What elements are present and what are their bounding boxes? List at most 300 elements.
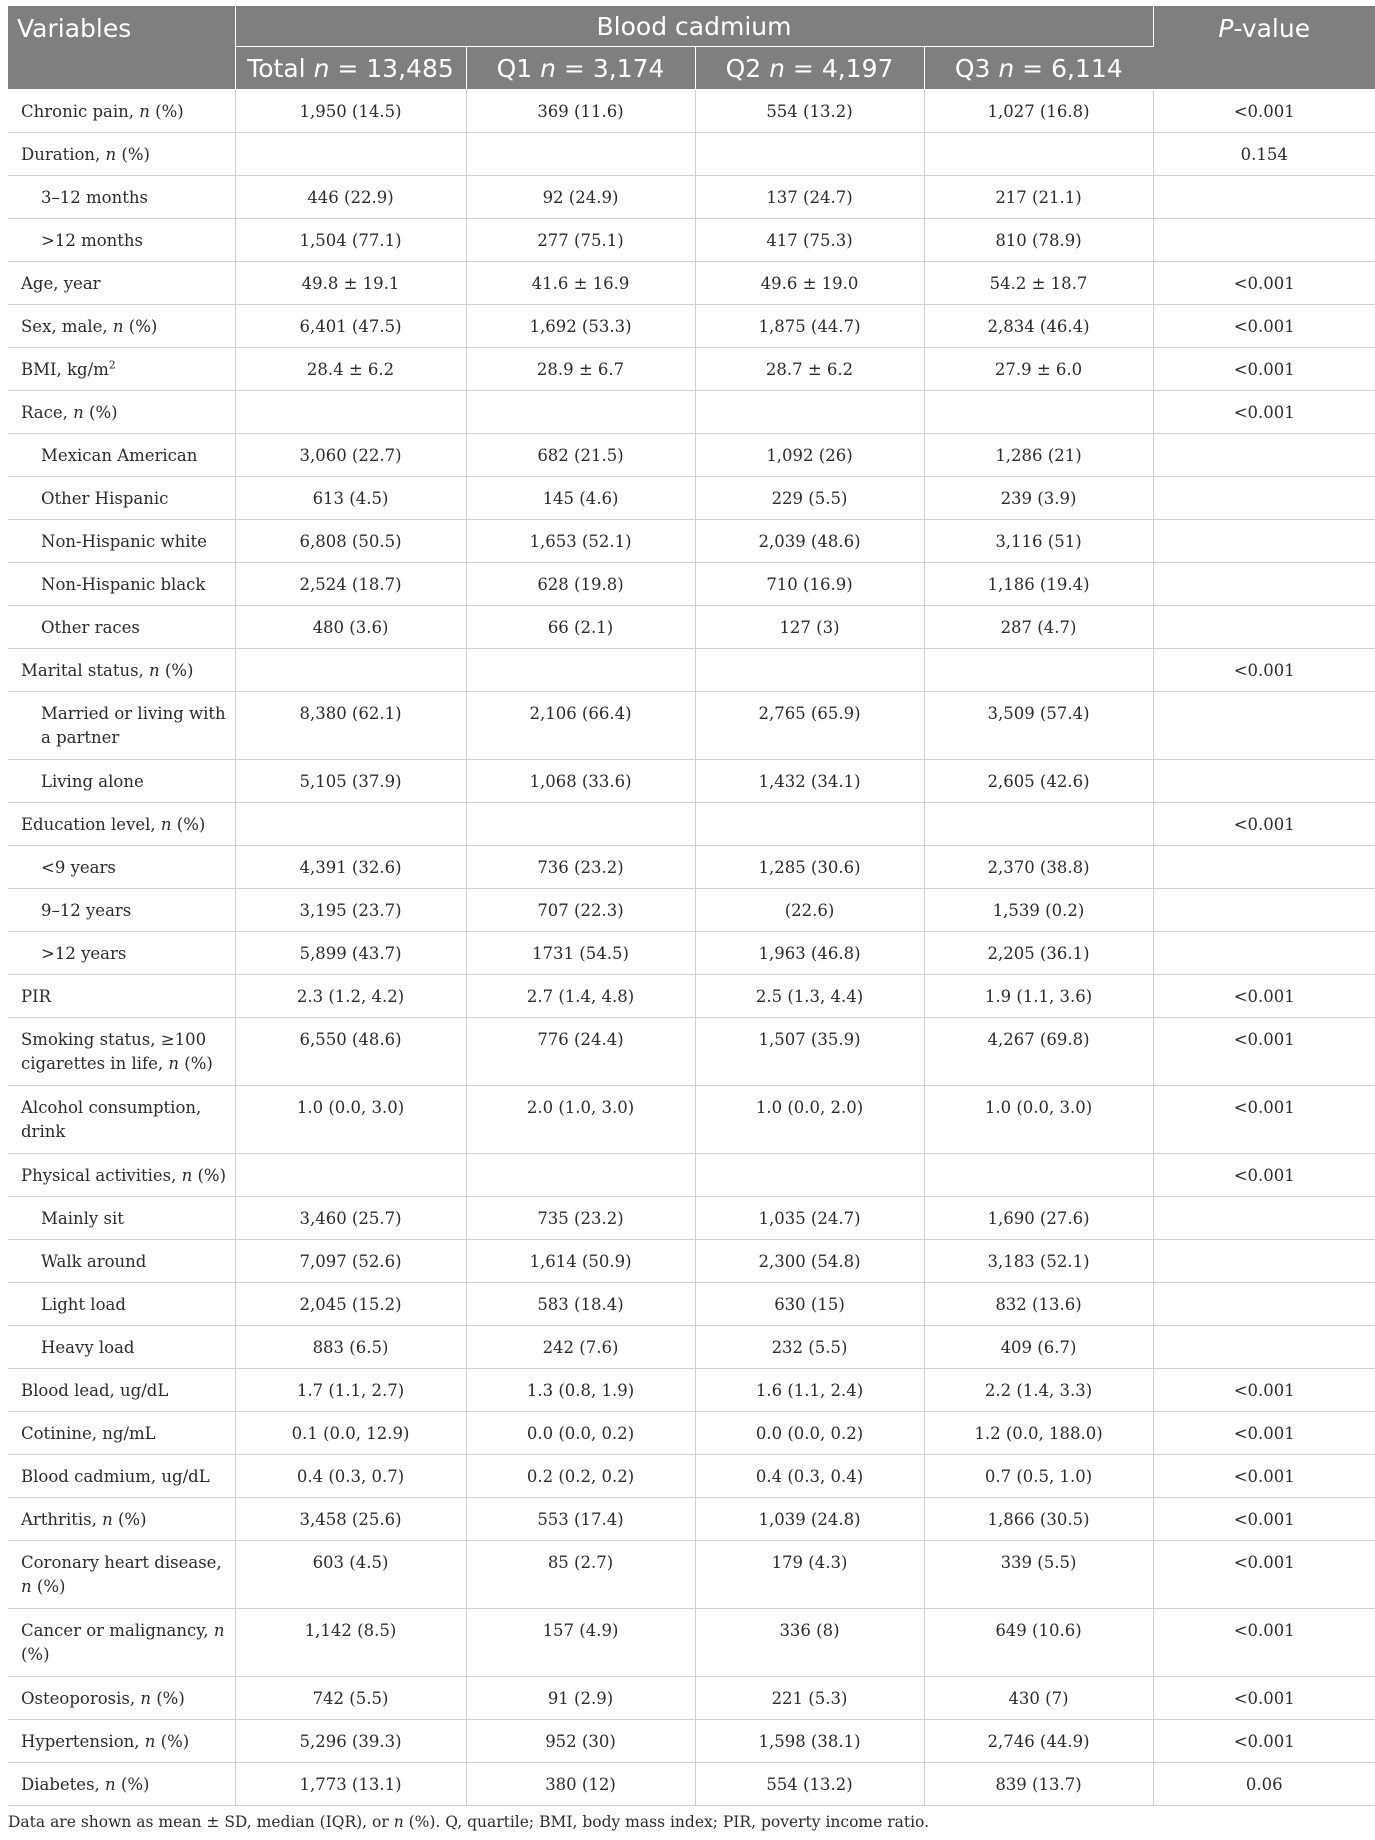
cell-value [695,434,924,477]
cell-value [466,975,695,1018]
table-row [8,889,1375,932]
row-label-main: Living alone [41,772,144,791]
row-label [8,846,235,889]
header-column-1 [466,47,695,90]
row-label [8,606,235,649]
header-column-value: = 4,197 [784,53,894,83]
cell-value-text: 232 (5.5) [771,1338,848,1357]
cell-value-text: 2,834 (46.4) [987,317,1090,336]
row-label-main: Chronic pain, [21,102,140,121]
cell-value [695,176,924,219]
cell-pvalue-text: <0.001 [1233,274,1295,293]
table-row [8,1763,1375,1806]
cell-value [466,1240,695,1283]
cell-value-text: 92 (24.9) [542,188,619,207]
cell-value [235,846,466,889]
cell-value [466,846,695,889]
cell-pvalue [1153,1326,1375,1369]
cell-pvalue-text [1154,434,1375,444]
row-label-text [21,391,229,425]
cell-value-text: 1,875 (44.7) [758,317,861,336]
cell-value-text: 28.9 ± 6.7 [536,360,625,379]
cell-value-text: 0.0 (0.0, 0.2) [526,1424,635,1443]
cell-value [924,348,1153,391]
cell-value-text: 242 (7.6) [542,1338,619,1357]
cell-value-text: 66 (2.1) [547,618,614,637]
cell-value-text: 85 (2.7) [547,1553,614,1572]
cell-value [695,1412,924,1455]
cell-value [235,1086,466,1154]
cell-value [924,1541,1153,1609]
cell-value [466,391,695,434]
cell-pvalue [1153,1240,1375,1283]
cell-value-text: 1,504 (77.1) [299,231,402,250]
cell-value [695,760,924,803]
row-label-tail: (%) [21,1645,50,1664]
cell-value [695,219,924,262]
cell-value [466,133,695,176]
cell-value [924,1086,1153,1154]
cell-value [466,434,695,477]
cell-value-text: 0.0 (0.0, 0.2) [755,1424,864,1443]
row-label-tail: (%) [192,1166,227,1185]
row-label-italic: n [102,1510,113,1529]
cell-value [924,434,1153,477]
cell-pvalue-text: <0.001 [1233,1732,1295,1751]
cell-value-text: 1,507 (35.9) [758,1030,861,1049]
cell-value-text [236,649,466,659]
row-label [8,133,235,176]
cell-value [695,1763,924,1806]
row-label-tail: (%) [115,1775,150,1794]
header-pvalue [1153,6,1375,90]
row-label-text [41,1240,229,1274]
cell-value [235,889,466,932]
row-label [8,975,235,1018]
row-label-tail: (%) [123,317,158,336]
row-label [8,1541,235,1609]
cell-value-text: 2,524 (18.7) [299,575,402,594]
row-label [8,889,235,932]
cell-value-text: 3,195 (23.7) [299,901,402,920]
cell-value [924,1498,1153,1541]
table-row [8,219,1375,262]
row-label [8,434,235,477]
cell-value-text: 1731 (54.5) [532,944,629,963]
cell-value [466,760,695,803]
cell-value [235,1720,466,1763]
cell-value [466,889,695,932]
cell-value-text: 409 (6.7) [1000,1338,1077,1357]
cell-value-text: 28.4 ± 6.2 [306,360,395,379]
cell-value [235,932,466,975]
footnote-part-2: (%). Q, quartile; BMI, body mass index; PIR, poverty income ratio. [403,1813,930,1831]
cell-pvalue [1153,348,1375,391]
cell-value-text [467,1154,695,1164]
cell-value [235,391,466,434]
cell-pvalue-text [1154,176,1375,186]
row-label-main: Marital status, [21,661,150,680]
table-row [8,1720,1375,1763]
cell-value [924,1609,1153,1677]
cell-pvalue-text: <0.001 [1233,1689,1295,1708]
cell-value [924,262,1153,305]
cell-pvalue [1153,305,1375,348]
cell-pvalue-text [1154,1283,1375,1293]
cell-value-text: 2,106 (66.4) [529,704,632,723]
cell-value [695,975,924,1018]
cell-value [235,1677,466,1720]
header-variables: Variables [8,6,235,90]
table-row [8,1412,1375,1455]
row-label-italic: n [73,403,84,422]
row-label [8,1283,235,1326]
cell-pvalue-text [1154,1197,1375,1207]
cell-value-text [236,1154,466,1164]
cell-pvalue-text [1154,692,1375,702]
row-label [8,1498,235,1541]
cell-pvalue [1153,434,1375,477]
cell-pvalue [1153,1283,1375,1326]
cell-value [235,1283,466,1326]
cell-value [924,1455,1153,1498]
header-column-0 [235,47,466,90]
row-label-main: Walk around [41,1252,147,1271]
cell-value-text: 707 (22.3) [537,901,624,920]
cell-value-text: 613 (4.5) [312,489,389,508]
baseline-characteristics-table [8,6,1375,1806]
cell-value-text: 380 (12) [545,1775,616,1794]
row-label [8,1369,235,1412]
row-label [8,90,235,133]
cell-value [235,1369,466,1412]
cell-value-text: 28.7 ± 6.2 [765,360,854,379]
cell-pvalue [1153,563,1375,606]
cell-value [466,305,695,348]
cell-value-text: 1.0 (0.0, 2.0) [755,1098,864,1117]
cell-pvalue [1153,975,1375,1018]
cell-value-text: 2.5 (1.3, 4.4) [755,987,864,1006]
cell-value [924,477,1153,520]
cell-pvalue [1153,1086,1375,1154]
cell-value-text: 49.6 ± 19.0 [760,274,859,293]
cell-pvalue [1153,1154,1375,1197]
cell-value-text [925,803,1153,813]
cell-value [466,520,695,563]
cell-value-text: 2,300 (54.8) [758,1252,861,1271]
row-label-main: Cotinine, ng/mL [21,1424,156,1443]
header-pvalue-italic: P [1218,14,1234,43]
cell-value [235,563,466,606]
row-label-text [41,846,229,880]
cell-value-text [696,803,924,813]
row-label-text [21,348,229,382]
cell-value-text: 430 (7) [1008,1689,1069,1708]
row-label-text [41,219,229,253]
header-column-label: Q3 [954,53,999,83]
cell-pvalue [1153,932,1375,975]
row-label-italic: n [139,102,150,121]
row-label-main: Blood cadmium, ug/dL [21,1467,210,1486]
cell-value [466,262,695,305]
header-column-label: Q1 [496,53,541,83]
cell-value-text: 1,598 (38.1) [758,1732,861,1751]
cell-value [695,133,924,176]
row-label-tail: (%) [159,661,194,680]
cell-pvalue-text: <0.001 [1233,1467,1295,1486]
cell-value-text: 2,370 (38.8) [987,858,1090,877]
cell-value-text: 710 (16.9) [766,575,853,594]
cell-value [235,1763,466,1806]
cell-pvalue [1153,649,1375,692]
row-label-text [41,889,229,923]
cell-value-text: 8,380 (62.1) [299,704,402,723]
table-row [8,606,1375,649]
table-row [8,262,1375,305]
header-column-label: Total [247,53,314,83]
cell-pvalue [1153,391,1375,434]
cell-value [695,262,924,305]
cell-value [695,1369,924,1412]
cell-value [466,1154,695,1197]
cell-pvalue-text: <0.001 [1233,1381,1295,1400]
cell-value-text: 2,746 (44.9) [987,1732,1090,1751]
cell-value-text: 49.8 ± 19.1 [301,274,400,293]
cell-value [695,1455,924,1498]
cell-value-text [236,133,466,143]
cell-value [235,477,466,520]
cell-value-text: 3,460 (25.7) [299,1209,402,1228]
cell-value-text: 682 (21.5) [537,446,624,465]
cell-value [235,692,466,760]
cell-pvalue-text: <0.001 [1233,1621,1295,1640]
table-row [8,1541,1375,1609]
table-row [8,477,1375,520]
cell-pvalue-text: <0.001 [1233,360,1295,379]
cell-value [466,932,695,975]
cell-value-text [696,391,924,401]
table-row [8,1326,1375,1369]
row-label-text [21,1018,229,1076]
header-column-3 [924,47,1153,90]
cell-value [235,1541,466,1609]
cell-pvalue-text [1154,520,1375,530]
cell-pvalue [1153,1720,1375,1763]
cell-value [695,348,924,391]
header-column-n: n [313,53,330,83]
cell-value-text: 554 (13.2) [766,102,853,121]
row-label-tail: (%) [149,102,184,121]
cell-value-text: 54.2 ± 18.7 [989,274,1088,293]
cell-value-text: 0.2 (0.2, 0.2) [526,1467,635,1486]
row-label-text [21,1609,229,1667]
cell-value-text: 6,401 (47.5) [299,317,402,336]
cell-value-text: 446 (22.9) [307,188,394,207]
cell-value-text: 41.6 ± 16.9 [531,274,630,293]
cell-value-text [925,391,1153,401]
cell-value [924,692,1153,760]
cell-pvalue [1153,1498,1375,1541]
cell-value-text: 1,614 (50.9) [529,1252,632,1271]
row-label-main: Cancer or malignancy, [21,1621,214,1640]
cell-value [924,90,1153,133]
cell-value [466,1197,695,1240]
cell-value-text: 3,458 (25.6) [299,1510,402,1529]
cell-value-text: 1,039 (24.8) [758,1510,861,1529]
cell-pvalue [1153,520,1375,563]
cell-value-text: 239 (3.9) [1000,489,1077,508]
row-label-italic: n [149,661,160,680]
cell-value-text: 2,039 (48.6) [758,532,861,551]
cell-value-text: 0.4 (0.3, 0.4) [755,1467,864,1486]
cell-value-text: 776 (24.4) [537,1030,624,1049]
row-label [8,932,235,975]
cell-value [235,1326,466,1369]
cell-pvalue [1153,1541,1375,1609]
cell-value [695,391,924,434]
row-label-main: >12 months [41,231,143,250]
cell-value [695,1677,924,1720]
row-label-text [41,932,229,966]
cell-value-text: 1,092 (26) [766,446,853,465]
cell-value [466,692,695,760]
cell-value [235,176,466,219]
row-label [8,262,235,305]
cell-value-text: 628 (19.8) [537,575,624,594]
cell-pvalue [1153,760,1375,803]
cell-value-text: 6,808 (50.5) [299,532,402,551]
cell-value [466,1412,695,1455]
table-row [8,975,1375,1018]
cell-value-text: 603 (4.5) [312,1553,389,1572]
cell-value [235,348,466,391]
cell-value-text: 1,773 (13.1) [299,1775,402,1794]
cell-value-text: 810 (78.9) [995,231,1082,250]
cell-value [695,1154,924,1197]
table-row [8,649,1375,692]
cell-value-text [467,649,695,659]
cell-value-text: 735 (23.2) [537,1209,624,1228]
row-label-tail: (%) [150,1689,185,1708]
cell-value [695,1283,924,1326]
cell-pvalue [1153,133,1375,176]
row-label [8,692,235,760]
cell-pvalue-text [1154,932,1375,942]
cell-pvalue-text [1154,477,1375,487]
cell-value [235,219,466,262]
row-label-text [41,760,229,794]
cell-pvalue-text: <0.001 [1233,987,1295,1006]
cell-value-text: 137 (24.7) [766,188,853,207]
cell-value [235,1498,466,1541]
cell-value-text: 832 (13.6) [995,1295,1082,1314]
cell-pvalue [1153,1018,1375,1086]
cell-value [466,606,695,649]
row-label-text [41,520,229,554]
cell-value-text: 27.9 ± 6.0 [994,360,1083,379]
cell-value [695,803,924,846]
row-label-main: Smoking status, ≥100 cigarettes in life, [21,1030,207,1073]
cell-value [924,563,1153,606]
row-label-tail: (%) [179,1054,213,1073]
row-label-main: Mexican American [41,446,198,465]
row-label [8,760,235,803]
cell-value-text: 0.7 (0.5, 1.0) [984,1467,1093,1486]
cell-value [924,760,1153,803]
row-label-italic: n [21,1577,32,1596]
cell-value [466,1677,695,1720]
cell-value-text: 2.7 (1.4, 4.8) [526,987,635,1006]
row-label-text [41,606,229,640]
table-row [8,1677,1375,1720]
cell-pvalue [1153,1369,1375,1412]
cell-value-text: 1,690 (27.6) [987,1209,1090,1228]
cell-value [235,133,466,176]
row-label-tail: (%) [155,1732,190,1751]
cell-value [695,649,924,692]
cell-pvalue-text: <0.001 [1233,403,1295,422]
cell-value [466,1283,695,1326]
cell-value-text: 3,060 (22.7) [299,446,402,465]
cell-value-text: 2.2 (1.4, 3.3) [984,1381,1093,1400]
cell-value [695,1541,924,1609]
cell-value-text [925,1154,1153,1164]
cell-value-text: 952 (30) [545,1732,616,1751]
row-label-superscript: 2 [108,358,116,372]
row-label-text [21,1498,229,1532]
cell-value [466,219,695,262]
table-body [8,90,1375,1806]
cell-pvalue-text: <0.001 [1233,1166,1295,1185]
cell-value-text: (22.6) [784,901,835,920]
table-row [8,692,1375,760]
row-label-main: Duration, [21,145,106,164]
row-label [8,391,235,434]
cell-pvalue-text [1154,760,1375,770]
cell-value [695,563,924,606]
cell-value [924,975,1153,1018]
cell-value [695,692,924,760]
row-label-text [21,133,229,167]
cell-value [235,90,466,133]
header-column-n: n [540,53,556,83]
row-label-tail: (%) [83,403,118,422]
row-label-main: 3–12 months [41,188,148,207]
cell-value [235,1240,466,1283]
cell-value-text: 229 (5.5) [771,489,848,508]
row-label-main: Hypertension, [21,1732,145,1751]
row-label-tail: (%) [112,1510,147,1529]
cell-value-text [696,133,924,143]
cell-value [695,520,924,563]
cell-value [924,932,1153,975]
cell-value [924,889,1153,932]
cell-value-text: 157 (4.9) [542,1621,619,1640]
cell-value [695,846,924,889]
table-row [8,563,1375,606]
cell-value [924,1677,1153,1720]
row-label-text [21,1763,229,1797]
cell-value-text: 5,899 (43.7) [299,944,402,963]
header-column-label: Q2 [725,53,770,83]
cell-value-text: 1,432 (34.1) [758,772,861,791]
cell-pvalue [1153,1677,1375,1720]
row-label-main: <9 years [41,858,116,877]
cell-pvalue-text: <0.001 [1233,1510,1295,1529]
cell-value-text [467,391,695,401]
cell-pvalue [1153,1412,1375,1455]
cell-value-text: 277 (75.1) [537,231,624,250]
